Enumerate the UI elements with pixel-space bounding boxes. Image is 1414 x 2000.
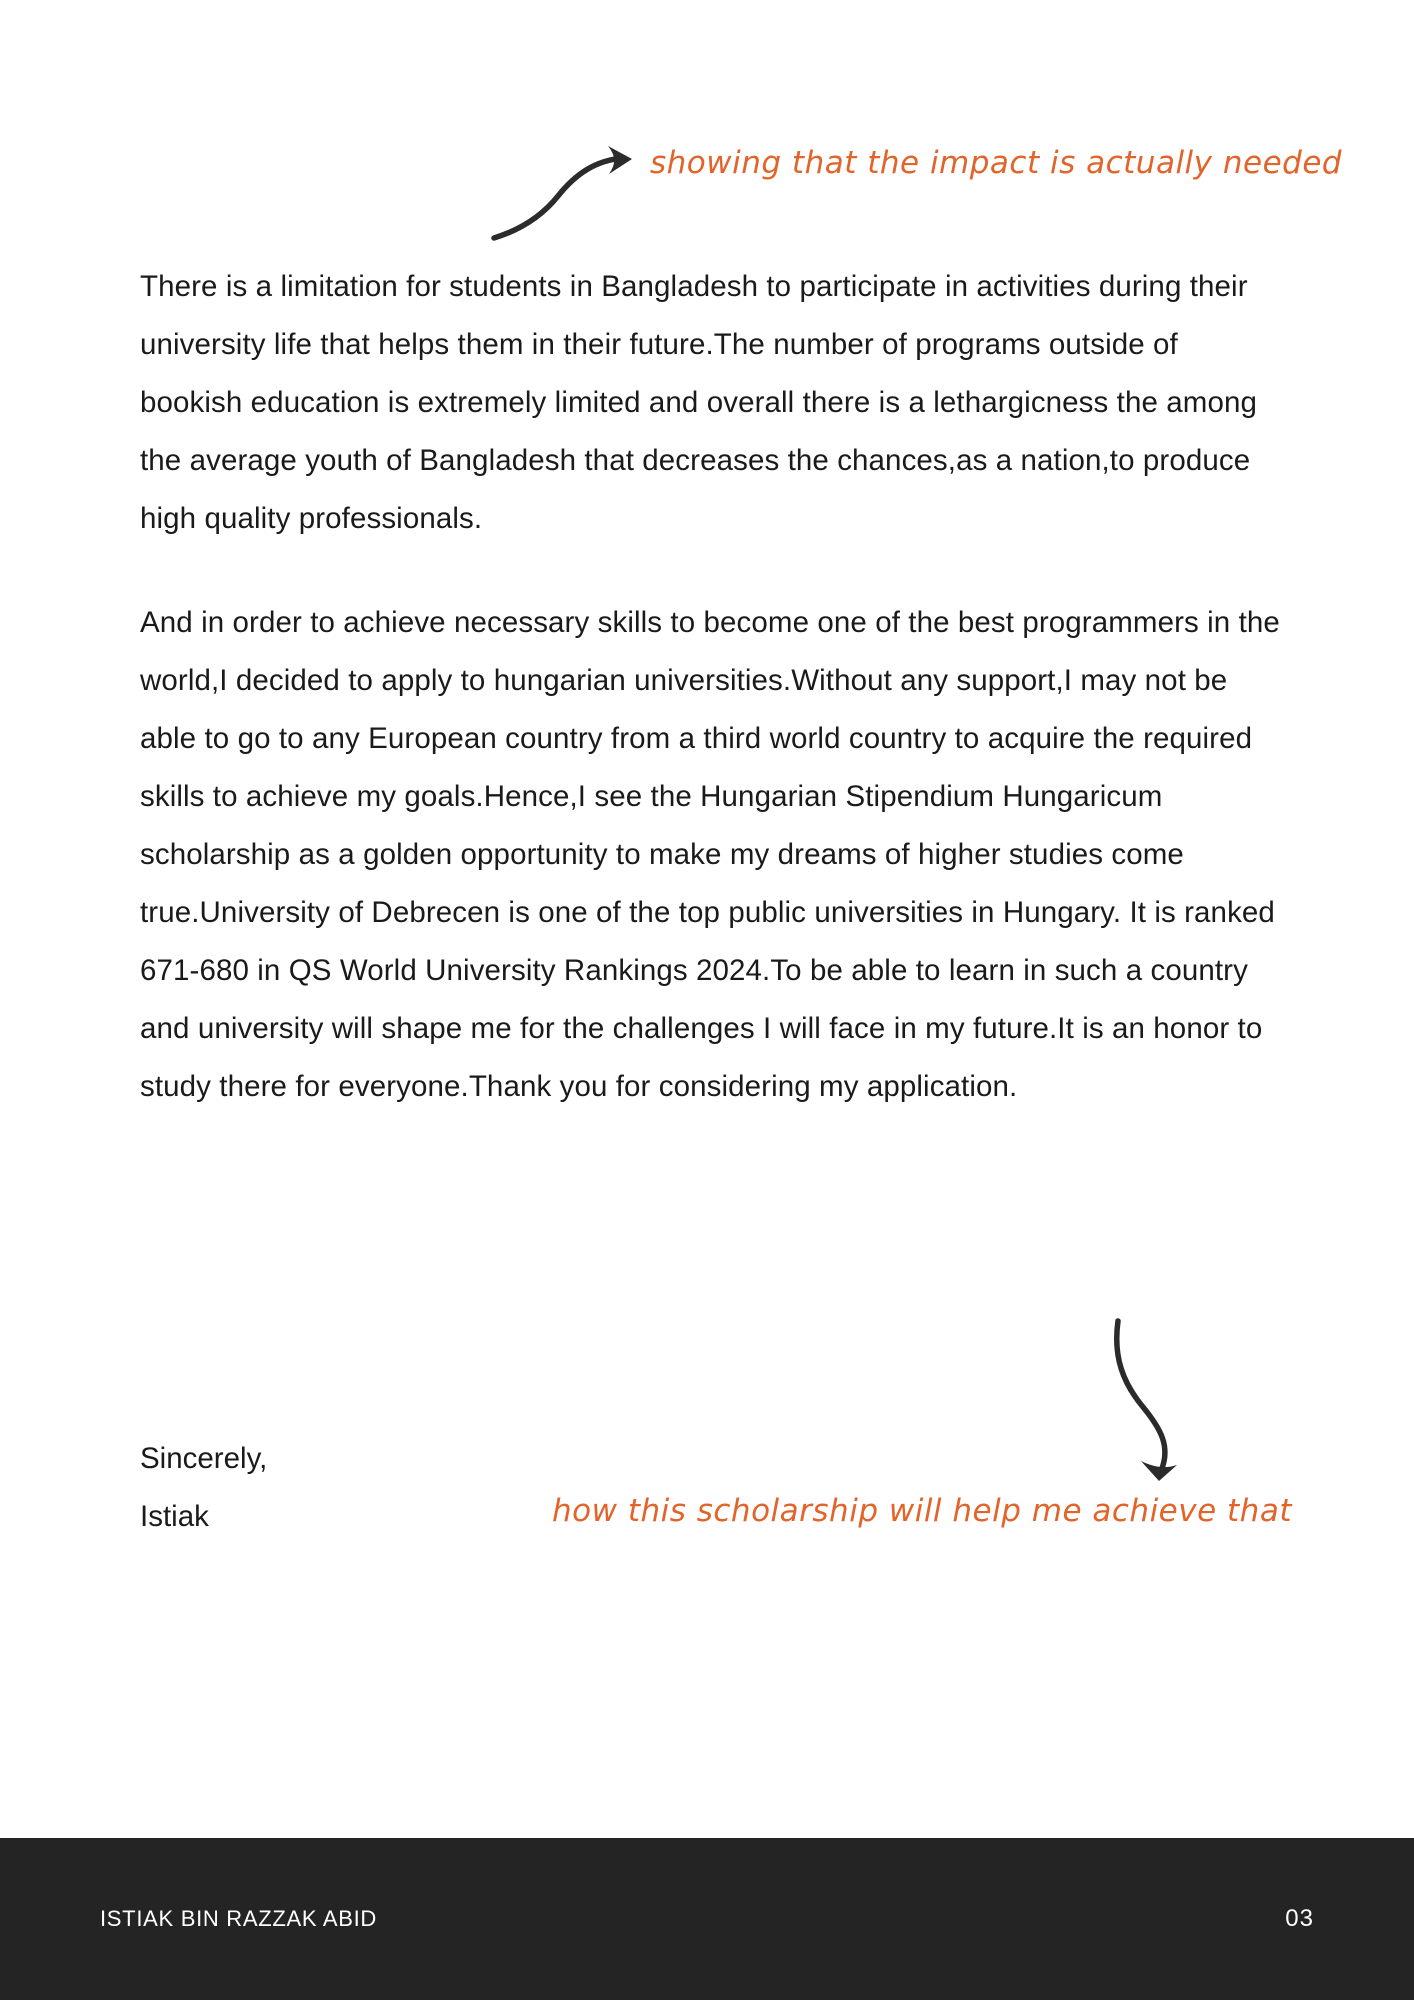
annotation-scholarship-help: how this scholarship will help me achieve that — [552, 1493, 1292, 1529]
signoff-name: Istiak — [140, 1500, 209, 1533]
letter-signoff — [140, 1430, 267, 1546]
curved-arrow-down-left-icon — [1085, 1315, 1215, 1495]
annotation-impact-needed: showing that the impact is actually needed — [650, 145, 1343, 181]
footer-page-number: 03 — [1285, 1905, 1314, 1932]
paragraph-motivation: And in order to achieve necessary skills to become one of the best programmers in the world,I decided to apply to hungarian universities.Without any support,I may not be able to go to any European country from a third world country to acquire the required skills to achieve my goals.Hence,I see the Hungarian Stipendium Hungaricum scholarship as a golden opportunity to make my dreams of higher studies come true.University of Debrecen is one of the top public universities in Hungary. It is ranked 671-680 in QS World University Rankings 2024.To be able to learn in such a country and university will shape me for the challenges I will face in my future.It is an honor to study there for everyone.Thank you for considering my application. — [140, 606, 1280, 1103]
letter-body — [140, 258, 1280, 1116]
page-footer — [0, 1838, 1414, 2000]
signoff-closing: Sincerely, — [140, 1442, 268, 1475]
paragraph-limitation: There is a limitation for students in Bangladesh to participate in activities during their university life that helps them in their future.The number of programs outside of bookish education is extremely limited and overall there is a lethargicness the among the average youth of Bangladesh that decreases the chances,as a nation,to produce high quality professionals. — [140, 270, 1257, 535]
footer-author-name: ISTIAK BIN RAZZAK ABID — [100, 1906, 378, 1931]
curved-arrow-up-right-icon — [490, 142, 660, 242]
